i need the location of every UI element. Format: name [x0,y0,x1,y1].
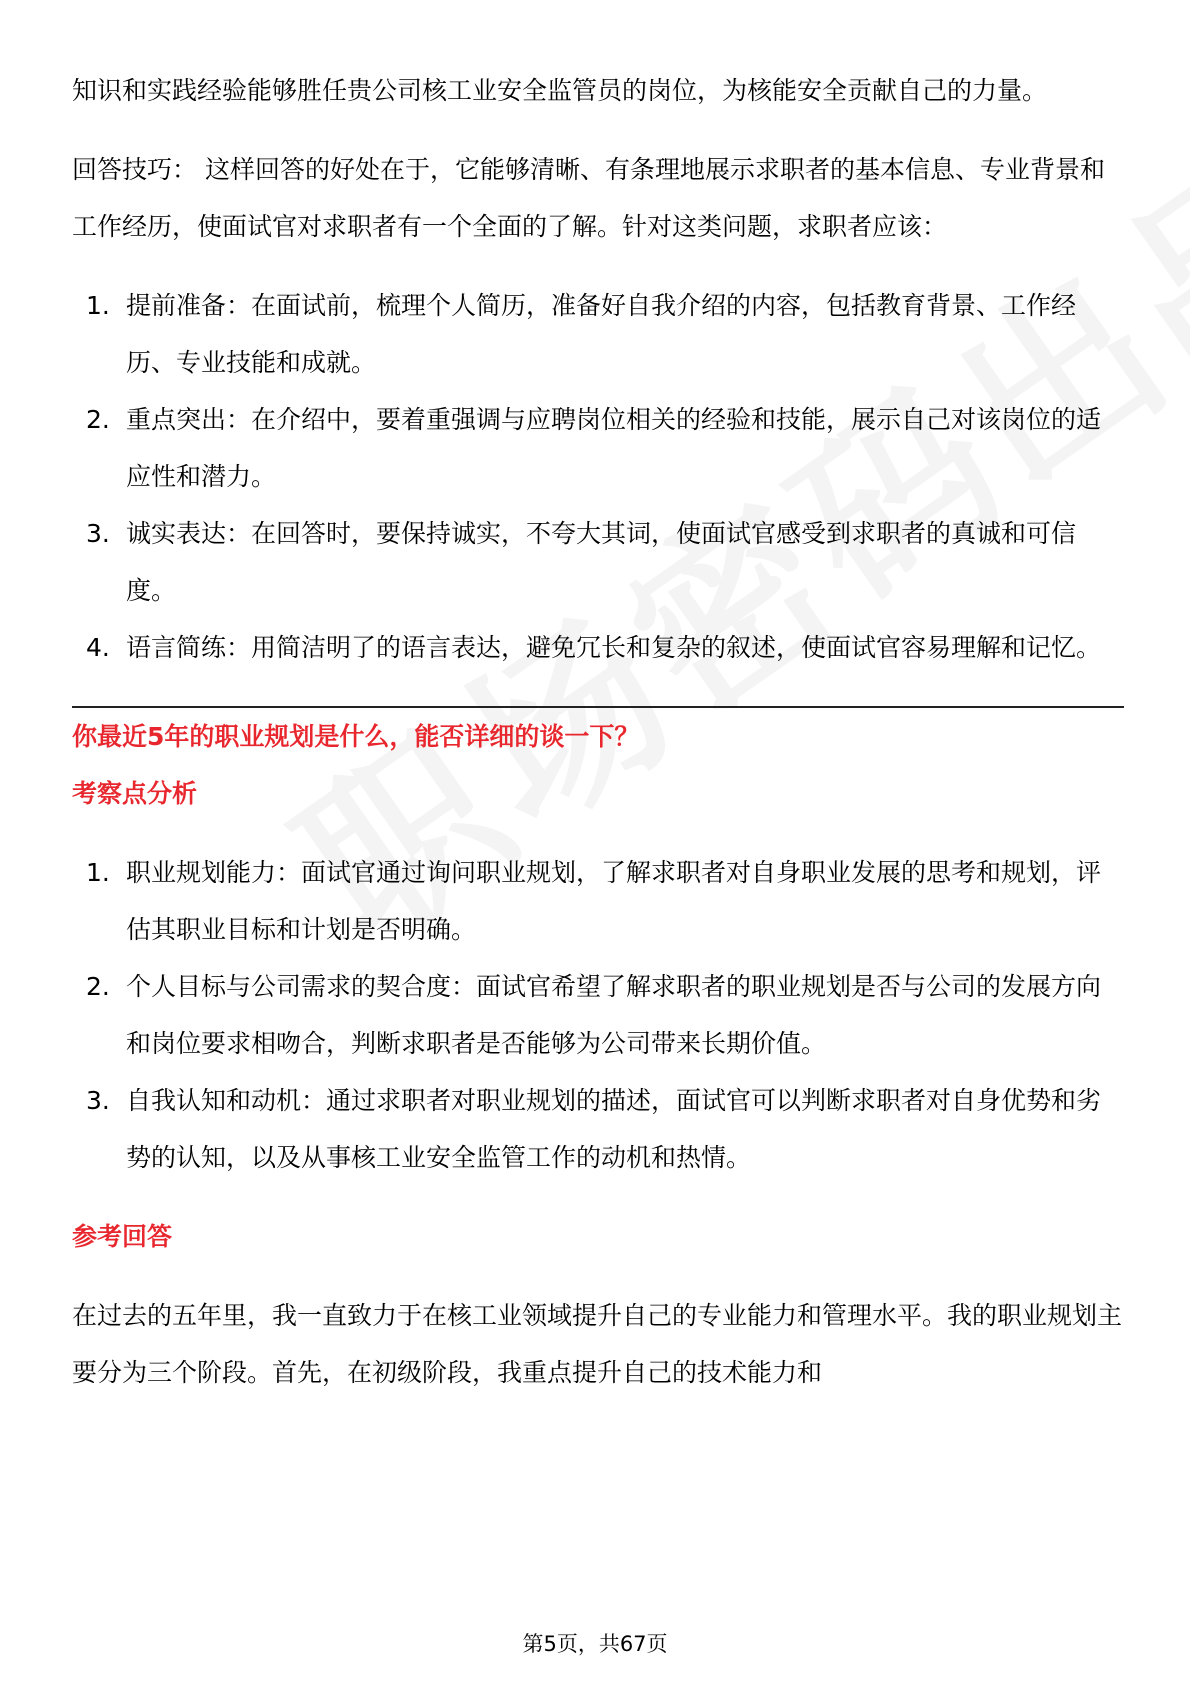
list-item-text: 诚实表达：在回答时，要保持诚实，不夸大其词，使面试官感受到求职者的真诚和可信度。 [126,519,1077,605]
answer-heading: 参考回答 [72,1222,173,1251]
list-number: 1. [86,858,110,887]
list-number: 1. [86,291,110,320]
list-item [72,277,1124,391]
list-item-text: 语言简练：用简洁明了的语言表达，避免冗长和复杂的叙述，使面试官容易理解和记忆。 [126,633,1102,662]
document-page [72,62,1124,1401]
list-item [72,1072,1124,1186]
list-item-text: 自我认知和动机：通过求职者对职业规划的描述，面试官可以判断求职者对自身优势和劣势的认知，以及从事核工业安全监管工作的动机和热情。 [126,1086,1102,1172]
list-item [72,958,1124,1072]
list-number: 3. [86,1086,110,1115]
list-item [72,391,1124,505]
list-item-text: 职业规划能力：面试官通过询问职业规划，了解求职者对自身职业发展的思考和规划，评估其职业目标和计划是否明确。 [126,858,1102,944]
analysis-heading: 考察点分析 [72,779,198,808]
tips-list [72,277,1124,676]
list-item [72,505,1124,619]
question-title: 你最近5年的职业规划是什么，能否详细的谈一下？ [72,722,640,751]
list-item [72,844,1124,958]
list-number: 4. [86,633,110,662]
list-number: 3. [86,519,110,548]
analysis-list [72,844,1124,1186]
intro-paragraph: 知识和实践经验能够胜任贵公司核工业安全监管员的岗位，为核能安全贡献自己的力量。 [72,76,1048,105]
list-item [72,619,1124,676]
answer-paragraph: 在过去的五年里，我一直致力于在核工业领域提升自己的专业能力和管理水平。我的职业规划主要分为三个阶段。首先，在初级阶段，我重点提升自己的技术能力和 [72,1301,1123,1387]
list-item-text: 重点突出：在介绍中，要着重强调与应聘岗位相关的经验和技能，展示自己对该岗位的适应性和潜力。 [126,405,1102,491]
list-number: 2. [86,972,110,1001]
tips-paragraph: 回答技巧： 这样回答的好处在于，它能够清晰、有条理地展示求职者的基本信息、专业背景和工作经历，使面试官对求职者有一个全面的了解。针对这类问题，求职者应该： [72,155,1105,241]
page-number-footer: 第5页，共67页 [522,1632,668,1656]
list-number: 2. [86,405,110,434]
list-item-text: 提前准备：在面试前，梳理个人简历，准备好自我介绍的内容，包括教育背景、工作经历、专业技能和成就。 [126,291,1077,377]
list-item-text: 个人目标与公司需求的契合度：面试官希望了解求职者的职业规划是否与公司的发展方向和岗位要求相吻合，判断求职者是否能够为公司带来长期价值。 [126,972,1102,1058]
